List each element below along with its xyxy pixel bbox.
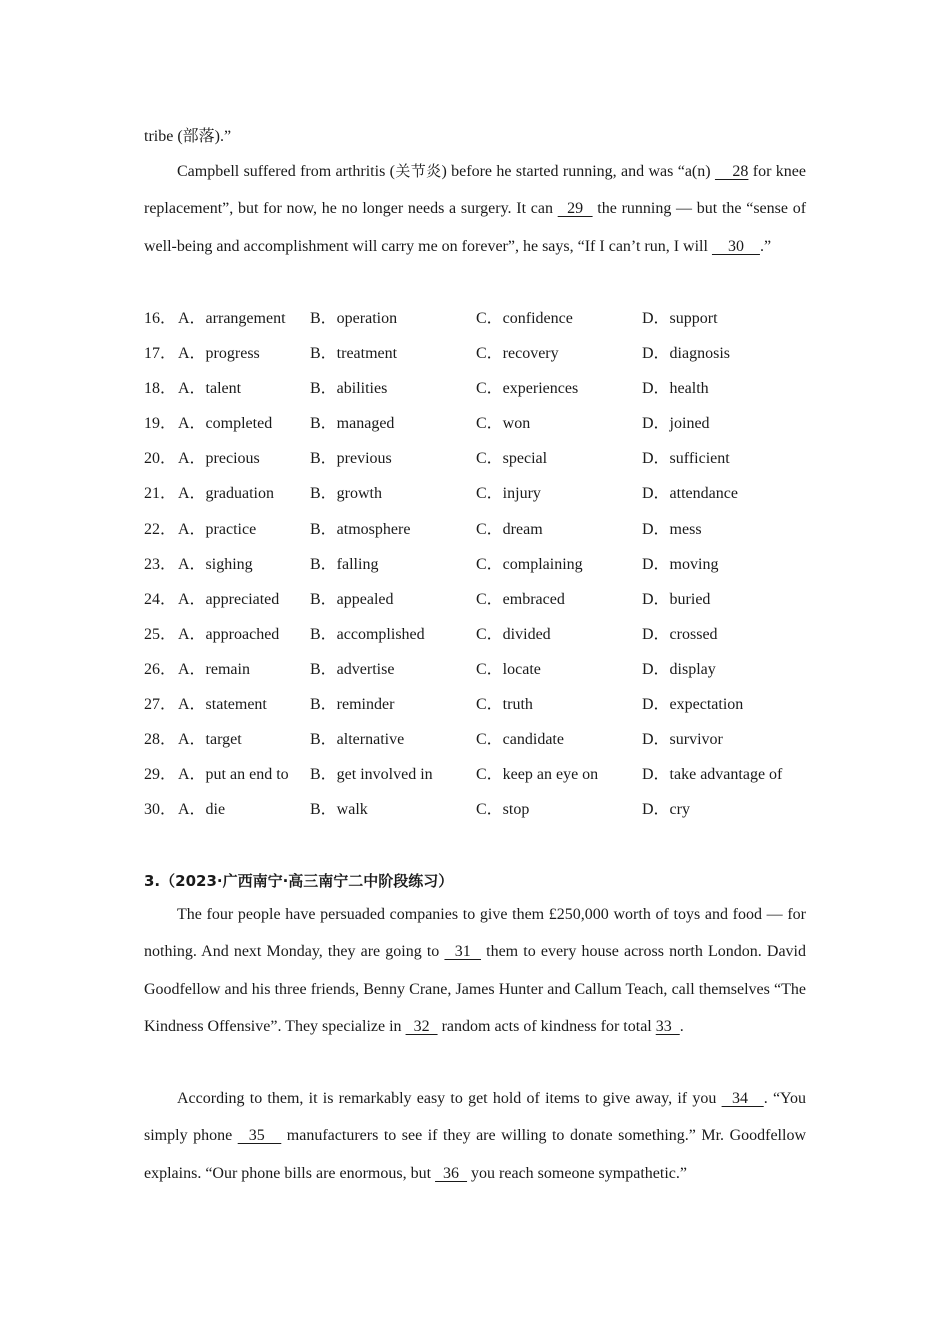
option-c: C．embraced — [476, 590, 565, 608]
option-d: D．support — [642, 310, 718, 327]
option-a: A．progress — [178, 345, 260, 363]
option-b: B．get involved in — [310, 766, 433, 784]
option-a: A．graduation — [178, 485, 274, 503]
question-number: 30． — [144, 801, 177, 819]
answer-blank: 34 — [721, 1090, 764, 1107]
option-a: A．arrangement — [178, 310, 286, 327]
option-row — [144, 375, 844, 410]
question-number: 25． — [144, 625, 177, 643]
option-b: B．appealed — [310, 590, 394, 608]
text-run: According to them, it is remarkably easy to get hold of items to give away, if you — [177, 1090, 722, 1107]
answer-blank: 35 — [237, 1127, 282, 1145]
question-number: 17． — [144, 345, 177, 363]
option-d: D．joined — [642, 415, 710, 433]
question-number: 18． — [144, 380, 177, 398]
option-row — [144, 445, 844, 480]
option-a: A．approached — [178, 625, 280, 643]
text-run: The four people have persuaded companies to give them £250,000 worth of toys and food — for nothing. And next Monday, they are going to — [144, 906, 806, 961]
option-d: D．cry — [642, 801, 690, 819]
answer-blank: 28 — [714, 163, 749, 180]
option-row — [144, 726, 844, 761]
option-c: C．injury — [476, 485, 541, 503]
option-c: C．truth — [476, 696, 533, 714]
option-c: C．divided — [476, 625, 551, 643]
option-row — [144, 656, 844, 691]
option-a: A．target — [178, 731, 242, 749]
text-run: . “You simply phone — [144, 1090, 806, 1145]
text-run: . — [679, 1017, 684, 1035]
option-b: B．abilities — [310, 380, 388, 398]
paragraph-campbell — [144, 153, 806, 265]
option-c: C．experiences — [476, 380, 579, 398]
chinese-gloss: 关节炎 — [395, 162, 442, 180]
option-c: C．won — [476, 415, 531, 433]
option-row — [144, 480, 844, 515]
text-run: ) before he started running, and was “a(n) — [441, 163, 715, 180]
option-d: D．diagnosis — [642, 345, 731, 363]
option-a: A．remain — [178, 660, 250, 678]
question-number: 26． — [144, 660, 177, 678]
option-b: B．managed — [310, 415, 395, 433]
option-a: A．precious — [178, 450, 260, 468]
option-row — [144, 410, 844, 445]
option-row — [144, 551, 844, 586]
option-c: C．confidence — [476, 310, 573, 327]
answer-blank: 30 — [711, 237, 760, 255]
answer-blank: 32 — [405, 1017, 438, 1035]
text-run: random acts of kindness for total — [437, 1017, 656, 1035]
option-c: C．recovery — [476, 345, 559, 363]
option-b: B．advertise — [310, 660, 395, 678]
text-run: Campbell suffered from arthritis ( — [177, 163, 395, 180]
option-b: B．growth — [310, 485, 383, 503]
option-a: A．put an end to — [178, 766, 289, 784]
question-number: 22． — [144, 520, 177, 538]
text-run: them to every house across north London. David Goodfellow and his three friends, Benny Crane, James Hunter and Callum Teach, call themselves “The Kindness Offensive”. They specialize in — [144, 943, 807, 1035]
option-a: A．appreciated — [178, 590, 280, 608]
option-d: D．sufficient — [642, 450, 730, 468]
option-b: B．walk — [310, 801, 368, 819]
options-list — [144, 305, 844, 831]
answer-blank: 31 — [444, 943, 481, 961]
option-b: B．operation — [310, 310, 398, 327]
option-c: C．locate — [476, 660, 541, 678]
question-number: 21． — [144, 485, 177, 503]
option-d: D．crossed — [642, 625, 718, 643]
option-b: B．atmosphere — [310, 520, 411, 538]
option-row — [144, 340, 844, 375]
option-row — [144, 516, 844, 551]
text-run: the running — but the “sense of well-being and accomplishment will carry me on forever”, he says, “If I can’t run, I will — [144, 200, 807, 255]
option-d: D．display — [642, 660, 716, 678]
option-a: A．completed — [178, 415, 273, 433]
option-c: C．keep an eye on — [476, 766, 599, 784]
paragraph-phone-manufacturers — [144, 1080, 806, 1192]
question-number: 29． — [144, 766, 177, 784]
section-heading: 3.（2023·广西南宁·高三南宁二中阶段练习） — [144, 872, 454, 890]
option-c: C．candidate — [476, 731, 564, 749]
text-run: for knee replacement”, but for now, he no longer needs a surgery. It can — [144, 163, 807, 218]
question-number: 19． — [144, 415, 177, 433]
text-run: you reach someone sympathetic.” — [467, 1164, 687, 1182]
paragraph-kindness-offensive — [144, 896, 806, 1045]
option-a: A．talent — [178, 380, 242, 398]
option-d: D．mess — [642, 520, 702, 538]
answer-blank: 36 — [435, 1164, 468, 1182]
option-row — [144, 691, 844, 726]
option-b: B．treatment — [310, 345, 398, 363]
question-number: 27． — [144, 696, 177, 714]
answer-blank: 29 — [557, 200, 593, 218]
option-a: A．practice — [178, 520, 257, 538]
option-c: C．complaining — [476, 555, 583, 573]
option-row — [144, 796, 844, 831]
option-d: D．buried — [642, 590, 711, 608]
option-row — [144, 621, 844, 656]
passage-continuation-line: tribe (部落).” — [144, 128, 232, 145]
question-number: 16． — [144, 310, 177, 327]
option-b: B．previous — [310, 450, 392, 468]
option-d: D．health — [642, 380, 709, 398]
option-row — [144, 761, 844, 796]
option-row — [144, 586, 844, 621]
answer-blank: 33 — [655, 1017, 680, 1035]
option-d: D．attendance — [642, 485, 738, 503]
option-a: A．sighing — [178, 555, 253, 573]
text-run: .” — [759, 237, 772, 255]
option-b: B．falling — [310, 555, 379, 573]
question-number: 24． — [144, 590, 177, 608]
option-d: D．take advantage of — [642, 766, 783, 784]
option-d: D．expectation — [642, 696, 744, 714]
option-a: A．statement — [178, 696, 267, 714]
option-b: B．accomplished — [310, 625, 425, 643]
option-b: B．reminder — [310, 696, 395, 714]
option-d: D．moving — [642, 555, 719, 573]
option-a: A．die — [178, 801, 226, 819]
option-c: C．stop — [476, 801, 530, 819]
question-number: 23． — [144, 555, 177, 573]
option-d: D．survivor — [642, 731, 723, 749]
option-c: C．special — [476, 450, 548, 468]
option-c: C．dream — [476, 520, 543, 538]
question-number: 28． — [144, 731, 177, 749]
text-run: manufacturers to see if they are willing to donate something.” Mr. Goodfellow explains. “Our phone bills are enormous, but — [144, 1127, 806, 1182]
option-b: B．alternative — [310, 731, 405, 749]
option-row — [144, 305, 844, 340]
question-number: 20． — [144, 450, 177, 468]
